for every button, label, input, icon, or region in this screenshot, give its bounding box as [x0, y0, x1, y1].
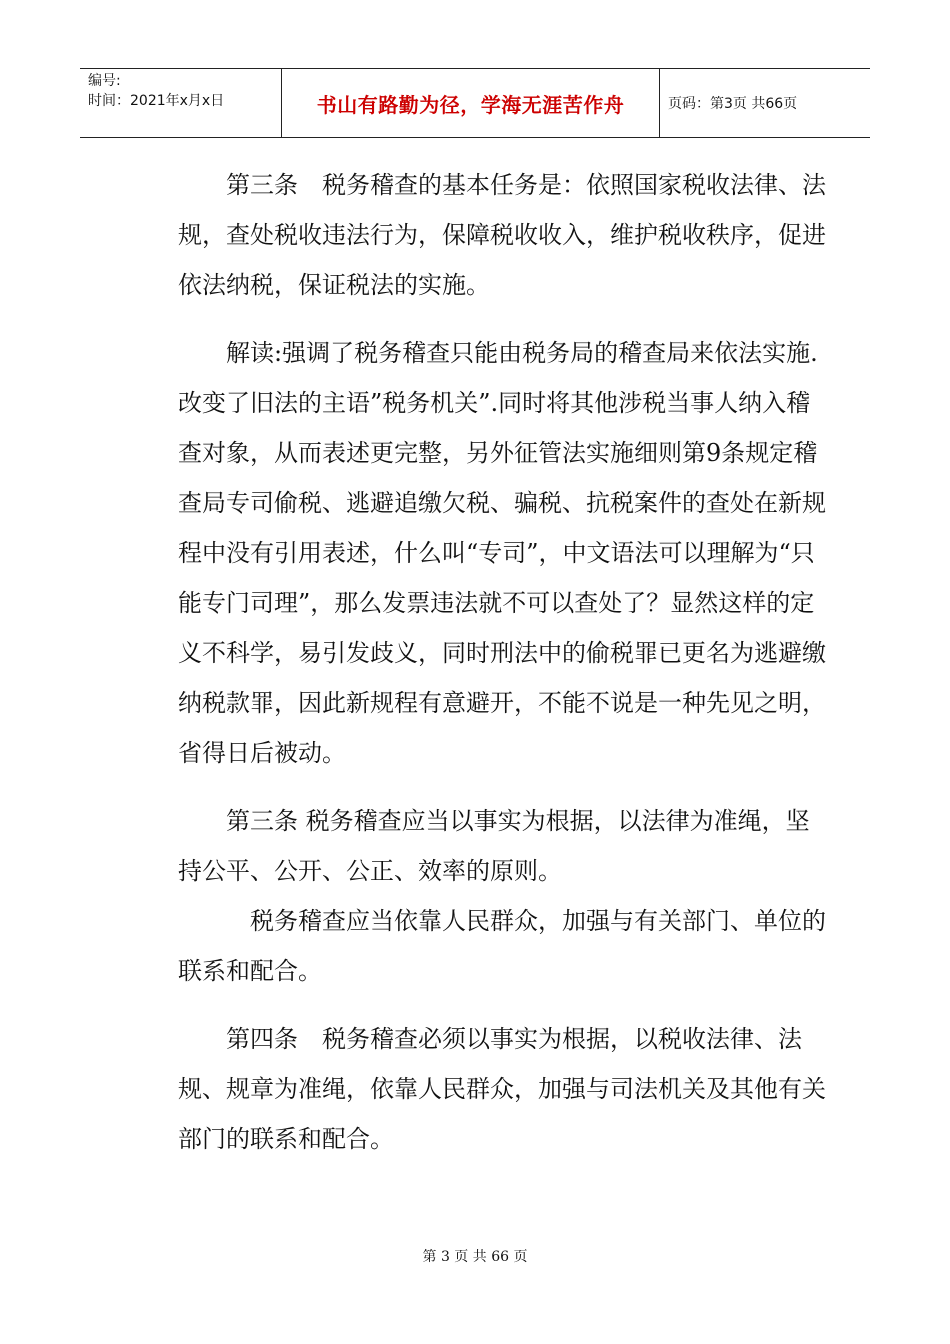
page-header — [80, 68, 870, 138]
interpretation-paragraph: 解读:强调了税务稽查只能由税务局的稽查局来依法实施.改变了旧法的主语”税务机关”.同时将其他涉税当事人纳入稽查对象，从而表述更完整，另外征管法实施细则第9条规定稽查局专司偷税、逃避追缴欠税、骗税、抗税案件的查处在新规程中没有引用表述，什么叫“专司”，中文语法可以理解为“只能专门司理”，那么发票违法就不可以查处了？显然这样的定义不科学，易引发歧义，同时刑法中的偷税罪已更名为逃避缴纳税款罪，因此新规程有意避开，不能不说是一种先见之明，省得日后被动。 — [178, 339, 826, 767]
header-motto: 书山有路勤为径，学海无涯苦作舟 — [282, 69, 660, 137]
article-4-paragraph: 第四条 税务稽查必须以事实为根据，以税收法律、法规、规章为准绳，依靠人民群众，加强与司法机关及其他有关部门的联系和配合。 — [178, 1025, 826, 1153]
header-page-info: 页码：第3页 共66页 — [668, 96, 798, 112]
time-label: 时间：2021年x月x日 — [88, 93, 225, 109]
document-body — [178, 160, 828, 1182]
page-footer: 第 3 页 共 66 页 — [422, 1249, 528, 1265]
article-3-principles-paragraph: 第三条 税务稽查应当以事实为根据，以法律为准绳，坚持公平、公开、公正、效率的原则。 — [178, 807, 810, 885]
cooperation-paragraph: 税务稽查应当依靠人民群众，加强与有关部门、单位的联系和配合。 — [178, 907, 826, 985]
header-meta — [80, 69, 282, 137]
article-3-paragraph: 第三条 税务稽查的基本任务是：依照国家税收法律、法规，查处税收违法行为，保障税收收入，维护税收秩序，促进依法纳税，保证税法的实施。 — [178, 171, 826, 299]
number-label: 编号: — [88, 73, 121, 89]
